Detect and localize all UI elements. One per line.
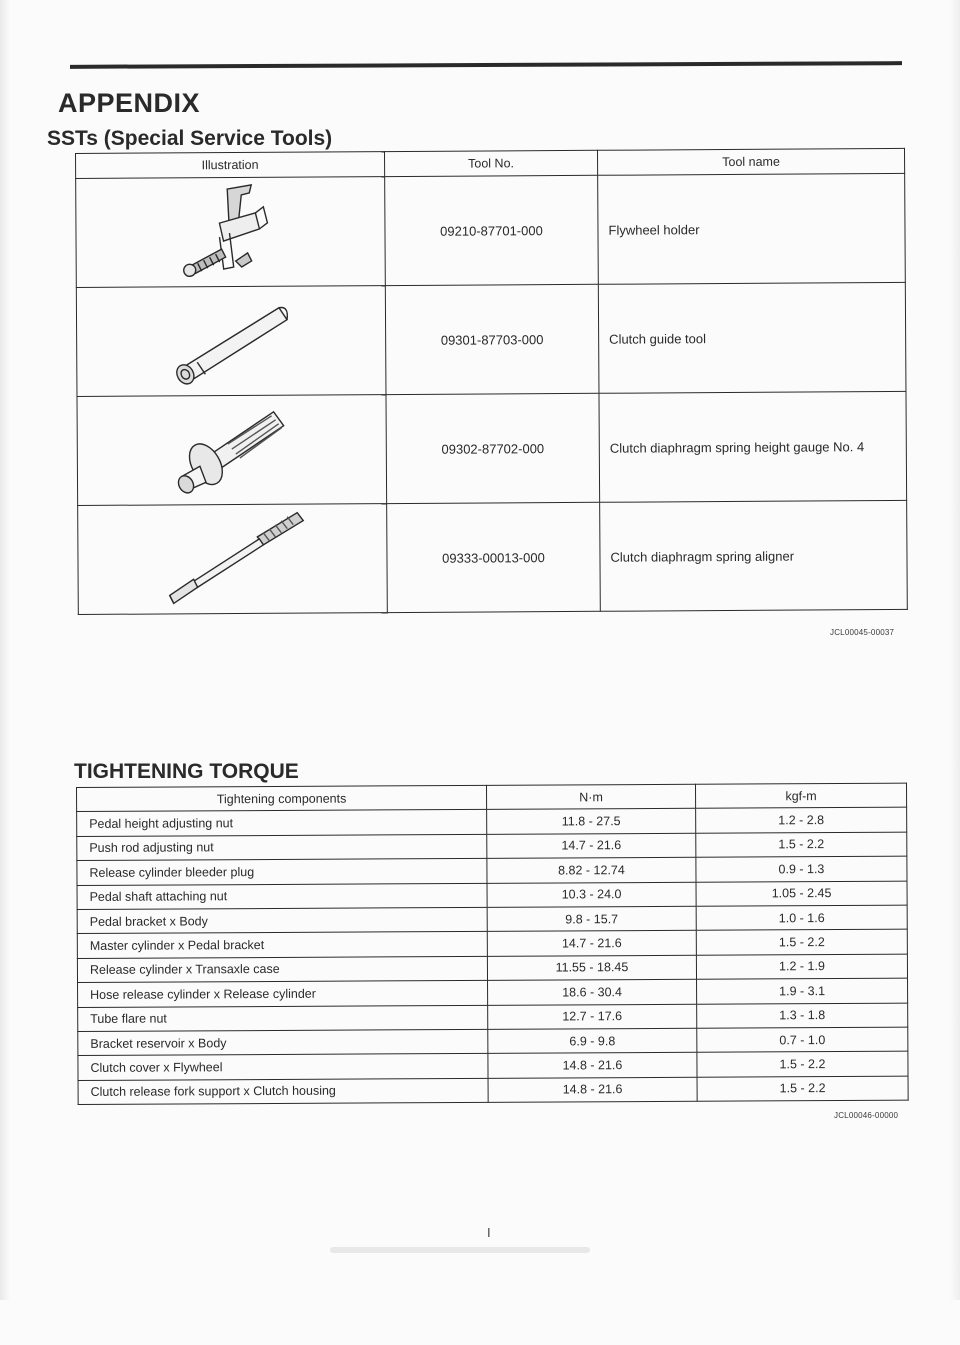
- table-row: [76, 282, 906, 396]
- tool-name: Clutch diaphragm spring height gauge No. 4: [599, 391, 907, 502]
- reference-code: JCL00046-00000: [834, 1111, 899, 1120]
- nm-cell: 18.6 - 30.4: [488, 979, 697, 1004]
- kgfm-cell: 1.2 - 2.8: [696, 808, 907, 833]
- kgfm-cell: 1.5 - 2.2: [697, 1076, 908, 1101]
- tool-number: 09210-87701-000: [385, 175, 599, 285]
- spring-height-gauge-icon: [162, 402, 303, 499]
- component-cell: Release cylinder bleeder plug: [77, 859, 487, 886]
- component-cell: Clutch release fork support x Clutch housing: [78, 1078, 488, 1105]
- tool-number: 09302-87702-000: [386, 393, 600, 503]
- nm-cell: 8.82 - 12.74: [487, 857, 696, 882]
- component-cell: Clutch cover x Flywheel: [78, 1054, 488, 1081]
- kgfm-cell: 1.3 - 1.8: [697, 1003, 908, 1028]
- column-header: Tool No.: [384, 150, 597, 176]
- nm-cell: 11.8 - 27.5: [487, 809, 696, 834]
- component-cell: Release cylinder x Transaxle case: [77, 956, 487, 983]
- kgfm-cell: 1.9 - 3.1: [697, 978, 908, 1003]
- nm-cell: 14.8 - 21.6: [488, 1077, 697, 1102]
- tool-name: Clutch diaphragm spring aligner: [600, 500, 908, 611]
- column-header: kgf-m: [695, 783, 906, 808]
- component-cell: Push rod adjusting nut: [77, 834, 487, 861]
- column-header: Tool name: [597, 148, 904, 175]
- page-title: APPENDIX: [58, 88, 201, 118]
- nm-cell: 12.7 - 17.6: [488, 1004, 697, 1029]
- reference-code: JCL00045-00037: [830, 628, 895, 637]
- spring-aligner-icon: [157, 511, 308, 608]
- component-cell: Master cylinder x Pedal bracket: [77, 932, 487, 959]
- flywheel-holder-icon: [175, 183, 286, 282]
- nm-cell: 11.55 - 18.45: [487, 955, 696, 980]
- tool-name: Clutch guide tool: [598, 282, 906, 393]
- tool-name: Flywheel holder: [598, 173, 906, 284]
- column-header: N·m: [486, 784, 695, 809]
- scan-shadow-right: [950, 0, 960, 1300]
- sst-table: [75, 148, 908, 615]
- page-number: I: [487, 1225, 491, 1240]
- nm-cell: 14.7 - 21.6: [487, 931, 696, 956]
- kgfm-cell: 1.05 - 2.45: [696, 881, 907, 906]
- tool-number: 09333-00013-000: [387, 502, 601, 612]
- clutch-guide-tool-icon: [161, 296, 302, 387]
- component-cell: Bracket reservoir x Body: [78, 1029, 488, 1056]
- tool-number: 09301-87703-000: [385, 284, 599, 394]
- kgfm-cell: 0.7 - 1.0: [697, 1027, 908, 1052]
- illustration-cell: [78, 504, 388, 615]
- nm-cell: 10.3 - 24.0: [487, 882, 696, 907]
- kgfm-cell: 1.2 - 1.9: [696, 954, 907, 979]
- kgfm-cell: 1.5 - 2.2: [696, 929, 907, 954]
- torque-section-title: TIGHTENING TORQUE: [74, 760, 299, 783]
- kgfm-cell: 1.5 - 2.2: [696, 832, 907, 857]
- table-row: [78, 500, 908, 614]
- column-header: Tightening components: [77, 785, 487, 812]
- sst-section-title: SSTs (Special Service Tools): [47, 127, 333, 150]
- illustration-cell: [77, 395, 387, 506]
- torque-table: [76, 783, 909, 1105]
- nm-cell: 9.8 - 15.7: [487, 906, 696, 931]
- component-cell: Pedal bracket x Body: [77, 907, 487, 934]
- illustration-cell: [76, 286, 386, 397]
- illustration-cell: [76, 177, 386, 288]
- scan-smudge: [330, 1247, 590, 1253]
- kgfm-cell: 0.9 - 1.3: [696, 856, 907, 881]
- kgfm-cell: 1.5 - 2.2: [697, 1051, 908, 1076]
- table-row: [77, 391, 907, 505]
- component-cell: Pedal shaft attaching nut: [77, 883, 487, 910]
- kgfm-cell: 1.0 - 1.6: [696, 905, 907, 930]
- component-cell: Pedal height adjusting nut: [77, 810, 487, 837]
- nm-cell: 6.9 - 9.8: [488, 1028, 697, 1053]
- scan-shadow-left: [0, 0, 10, 1300]
- nm-cell: 14.7 - 21.6: [487, 833, 696, 858]
- component-cell: Hose release cylinder x Release cylinder: [78, 980, 488, 1007]
- nm-cell: 14.8 - 21.6: [488, 1053, 697, 1078]
- component-cell: Tube flare nut: [78, 1005, 488, 1032]
- table-row: [78, 1076, 908, 1105]
- table-row: [76, 173, 906, 287]
- column-header: Illustration: [76, 152, 385, 179]
